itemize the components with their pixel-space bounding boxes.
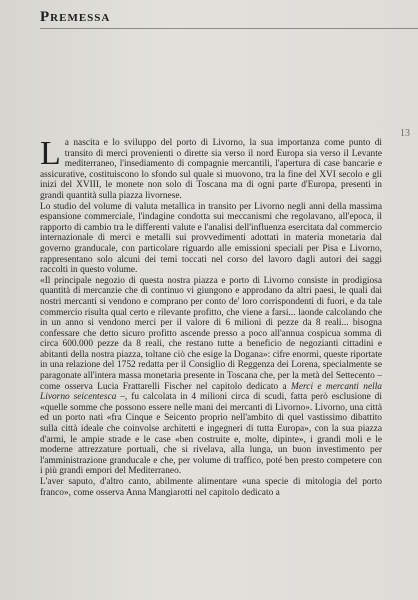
page-header	[40, 6, 418, 32]
page-number: 13	[400, 128, 410, 139]
paragraph-3	[40, 276, 382, 477]
paragraph-4: L'aver saputo, d'altro canto, abilmente alimentare «una specie di mitologia del porto franco», come osserva Anna Mangiarotti nel capitolo dedicato a	[40, 477, 382, 498]
paragraph-3-text-b: –, fu calcolata in 4 milioni circa di scudi, fatta però esclusione di «quelle somme che possono essere nelle mani dei mercanti di Livorno». Livorno, una città ed un porto nati «fra Cinque e Seicento proprio nell'ambito di quel vastissimo dibattito sulla città ideale che coinvolse architetti e ingegneri di tutta Europa», con la sua piazza d'armi, le ampie strade e le case «ben costruite e, molte, dipinte», i grandi moli e le moderne attrezzature portuali, che si rivelava, alla lunga, un buon investimento per l'amministrazione granducale e che, per volume di traffico, poté ben presto competere con i più grandi empori del Mediterraneo.	[40, 392, 382, 477]
header-rule	[40, 28, 418, 29]
drop-cap: L	[40, 135, 61, 172]
chapter-title-italic: Merci e mercanti nella Livorno seicentesca	[40, 381, 382, 403]
paragraph-3-text-a: «Il principale negozio di questa nostra piazza e porto di Livorno consiste in prodigiosa quantità di mercanzie che di continuo vi giungono e approdano da altri paesi, le quali dai nostri mercanti si vendono e comprano per conto de' loro corrispondenti di fuori, e da tale commercio risulta qual certo e rilevante profitto, che viene a farsi... laonde calcolando che in un anno si vendono merci per il valore di 6 milioni di pezze da 8 reali... bisogna confessare che detto sicuro profitto ascende presso a poco all'annua cospicua somma di circa 600.000 pezze da 8 reali, che restano tutte a beneficio de negozianti cittadini e abitanti della nostra piazza, toltane ciò che esige la Dogana»: cifre enormi, queste riportate in una relazione del 1752 redatta per il Consiglio di Reggenza dei Lorena, specialmente se paragonate all'intera massa monetaria presente in Toscana che, per la metà del Settecento – come osserva Lucia Frattarelli Fischer nel capitolo dedicato a	[40, 275, 382, 392]
paragraph-1	[40, 135, 382, 202]
paragraph-1-text: a nascita e lo sviluppo del porto di Livorno, la sua importanza come punto di transito di merci provenienti o dirette sia verso il nord Europa sia verso il Levante mediterraneo, l'insediamento di compagnie mercantili, l'apertura di case bancarie e assicurative, costituiscono lo sfondo sul quale si muovono, tra la fine del XVI secolo e gli inizi del XVIII, le monete non solo di Toscana ma di ogni parte d'Europa, presenti in grandi quantità sulla piazza livornese.	[40, 138, 382, 201]
paragraph-2: Lo studio del volume di valuta metallica in transito per Livorno negli anni della massima espansione commerciale, l'indagine condotta sui meccanismi che regolavano, all'epoca, il rapporto di cambio tra le differenti valute e l'analisi dell'influenza esercitata dal commercio internazionale di merci e metalli sui provvedimenti adottati in materia monetaria dal governo granducale, con particolare riguardo alle emissioni speciali per Pisa e Livorno, rappresentano solo alcuni dei temi toccati nel corso del lavoro dagli autori dei saggi raccolti in questo volume.	[40, 201, 382, 276]
body-text	[40, 135, 382, 498]
page-title: Premessa	[40, 9, 111, 25]
